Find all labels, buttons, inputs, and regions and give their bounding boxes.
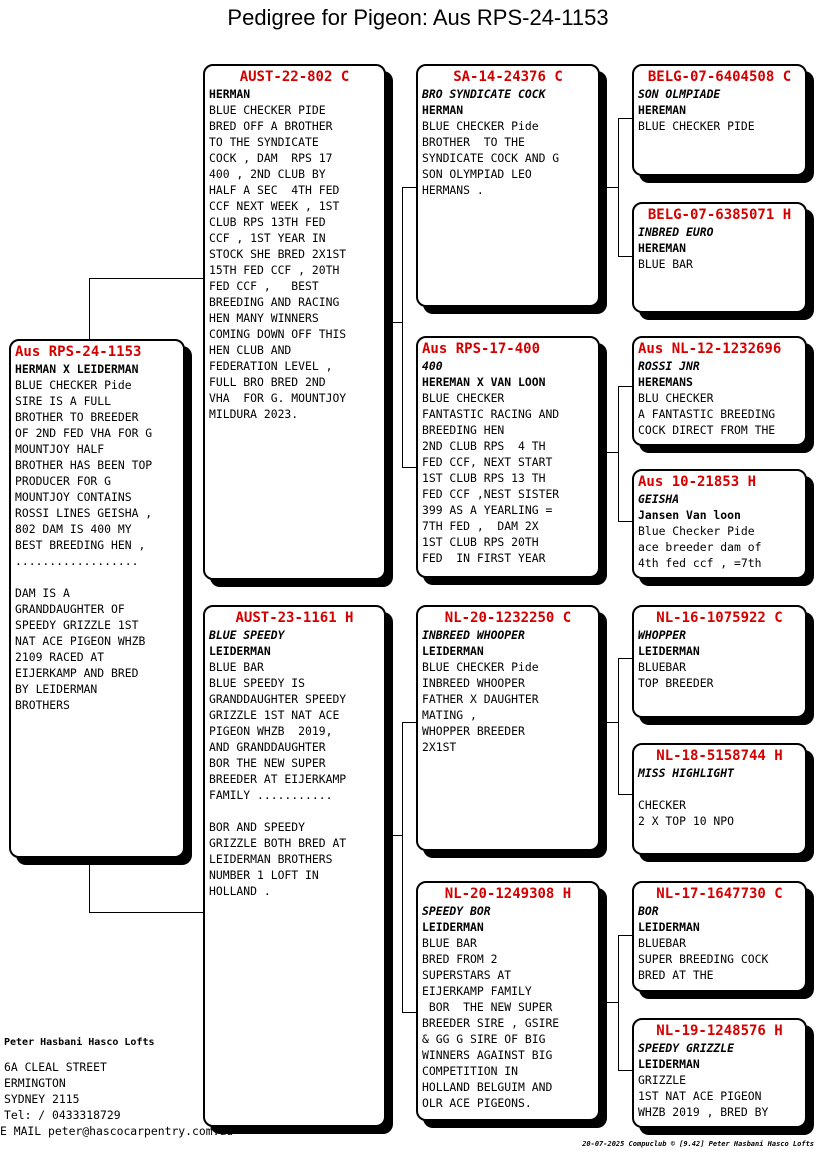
connector-line xyxy=(89,858,90,912)
connector-line xyxy=(618,386,619,521)
pigeon-strain: LEIDERMAN xyxy=(209,644,271,658)
footer-info: 20-07-2025 Compuclub © [9.42] Peter Hasbani Hasco Lofts xyxy=(582,1140,814,1148)
ring-number: AUST-22-802 C xyxy=(239,69,350,85)
pigeon-description: BLUE CHECKER Pide INBREED WHOOPER FATHER X DAUGHTER MATING , WHOPPER BREEDER 2X1ST xyxy=(422,660,539,754)
pigeon-name: ROSSI JNR xyxy=(638,359,700,373)
pigeon-strain: HEREMAN X VAN LOON xyxy=(422,375,546,389)
connector-line xyxy=(618,935,632,936)
pigeon-strain: HERMAN xyxy=(209,87,251,101)
ring-number: Aus RPS-24-1153 xyxy=(15,344,142,360)
pigeon-name: SON OLMPIADE xyxy=(638,87,721,101)
ring-number: NL-20-1249308 H xyxy=(444,886,572,902)
ring-number: NL-17-1647730 C xyxy=(656,886,783,902)
pigeon-name: INBREED WHOOPER xyxy=(422,628,525,642)
pigeon-description: BLUE CHECKER PIDE xyxy=(638,119,755,133)
connector-line xyxy=(402,187,403,467)
pigeon-card-dam-sire[interactable] xyxy=(416,605,600,851)
owner-address-line: ERMINGTON xyxy=(4,1076,66,1090)
pigeon-strain: HERMAN X LEIDERMAN xyxy=(15,362,139,376)
connector-line xyxy=(600,187,618,188)
pigeon-strain: LEIDERMAN xyxy=(638,920,700,934)
pigeon-card-dss[interactable] xyxy=(632,605,807,718)
pigeon-card-sire-sire[interactable] xyxy=(416,64,600,307)
connector-line xyxy=(402,722,416,723)
ring-number: NL-16-1075922 C xyxy=(656,610,783,626)
pigeon-card-dsd[interactable] xyxy=(632,743,807,855)
pigeon-name: BLUE SPEEDY xyxy=(209,628,285,642)
connector-line xyxy=(600,1002,618,1003)
pigeon-card-sire[interactable] xyxy=(203,64,386,580)
owner-phone: Tel: / 0433318729 xyxy=(4,1108,121,1122)
connector-line xyxy=(618,386,632,387)
pigeon-card-subject[interactable] xyxy=(9,339,185,858)
connector-line xyxy=(618,118,619,256)
pigeon-name: 400 xyxy=(422,359,443,373)
pigeon-strain: LEIDERMAN xyxy=(422,644,484,658)
ring-number: AUST-23-1161 H xyxy=(235,610,354,626)
pigeon-strain: LEIDERMAN xyxy=(638,1057,700,1071)
pigeon-strain: LEIDERMAN xyxy=(422,920,484,934)
owner-email: E MAIL peter@hascocarpentry.com.au xyxy=(0,1124,234,1138)
pigeon-card-sdd[interactable] xyxy=(632,469,807,579)
pigeon-strain: HEREMANS xyxy=(638,375,693,389)
pigeon-card-sds[interactable] xyxy=(632,336,807,446)
connector-line xyxy=(618,521,632,522)
pigeon-card-ddd[interactable] xyxy=(632,1018,807,1128)
pigeon-strain: HEREMAN xyxy=(638,241,687,255)
pigeon-strain: HERMAN xyxy=(422,103,464,117)
pigeon-name: BOR xyxy=(638,904,659,918)
pigeon-strain: HEREMAN xyxy=(638,103,687,117)
ring-number: NL-20-1232250 C xyxy=(444,610,572,626)
pigeon-description: BLUE CHECKER Pide BROTHER TO THE SYNDICATE COCK AND G SON OLYMPIAD LEO HERMANS . xyxy=(422,119,560,197)
connector-line xyxy=(89,278,90,339)
pigeon-card-dds[interactable] xyxy=(632,881,807,992)
pigeon-description: BLUE BAR xyxy=(638,257,693,271)
connector-line xyxy=(89,912,203,913)
pigeon-strain xyxy=(638,781,801,797)
ring-number: SA-14-24376 C xyxy=(453,69,563,85)
pigeon-strain: Jansen Van loon xyxy=(638,508,741,522)
ring-number: Aus RPS-17-400 xyxy=(422,341,541,357)
connector-line xyxy=(618,118,632,119)
ring-number: BELG-07-6385071 H xyxy=(647,207,792,223)
connector-line xyxy=(618,1070,632,1071)
connector-line xyxy=(600,722,618,723)
pigeon-description: BLUEBAR SUPER BREEDING COCK BRED AT THE xyxy=(638,936,769,982)
connector-line xyxy=(600,452,618,453)
pigeon-description: GRIZZLE 1ST NAT ACE PIGEON WHZB 2019 , BRED BY xyxy=(638,1073,769,1119)
ring-number: Aus 10-21853 H xyxy=(638,474,757,490)
pigeon-strain: LEIDERMAN xyxy=(638,644,700,658)
connector-line xyxy=(386,835,402,836)
pigeon-name: SPEEDY GRIZZLE xyxy=(638,1041,735,1055)
pigeon-name: INBRED EURO xyxy=(638,225,714,239)
pigeon-name: BRO SYNDICATE COCK xyxy=(422,87,546,101)
ring-number: NL-19-1248576 H xyxy=(656,1023,783,1039)
connector-line xyxy=(618,794,632,795)
pigeon-card-dam-dam[interactable] xyxy=(416,881,600,1121)
pigeon-card-ssd[interactable] xyxy=(632,202,807,313)
connector-line xyxy=(402,722,403,1012)
pigeon-name: GEISHA xyxy=(638,492,680,506)
pigeon-name: MISS HIGHLIGHT xyxy=(638,766,735,780)
pigeon-name: SPEEDY BOR xyxy=(422,904,491,918)
pigeon-name: WHOPPER xyxy=(638,628,687,642)
pigeon-card-sire-dam[interactable] xyxy=(416,336,600,578)
ring-number: NL-18-5158744 H xyxy=(656,748,783,764)
page-title: Pedigree for Pigeon: Aus RPS-24-1153 xyxy=(227,5,609,30)
owner-address-line: SYDNEY 2115 xyxy=(4,1092,80,1106)
connector-line xyxy=(402,1012,416,1013)
pigeon-description: BLUE CHECKER FANTASTIC RACING AND BREEDING HEN 2ND CLUB RPS 4 TH FED CCF, NEXT START 1ST CLUB RPS 13 TH FED CCF ,NEST SISTER 399 AS A YEARLING = 7TH FED , DAM 2X 1ST CLUB RPS 20TH FED IN FIRST YEAR xyxy=(422,391,560,565)
pigeon-description: BLUE CHECKER PIDE BRED OFF A BROTHER TO THE SYNDICATE COCK , DAM RPS 17 400 , 2ND CLUB BY HALF A SEC 4TH FED CCF NEXT WEEK , 1ST CLUB RPS 13TH FED CCF , 1ST YEAR IN STOCK SHE BRED 2X1ST 15TH FED CCF , 20TH FED CCF , BEST BREEDING AND RACING HEN MANY WINNERS COMING DOWN OFF THIS HEN CLUB AND FEDERATION LEVEL , FULL BRO BRED 2ND VHA FOR G. MOUNTJOY MILDURA 2023. xyxy=(209,103,347,421)
pigeon-description: Blue Checker Pide ace breeder dam of 4th fed ccf , =7th xyxy=(638,524,762,570)
owner-info xyxy=(0,1035,234,1139)
connector-line xyxy=(618,658,619,794)
ring-number: BELG-07-6404508 C xyxy=(647,69,792,85)
connector-line xyxy=(402,467,416,468)
connector-line xyxy=(386,322,402,323)
owner-name: Peter Hasbani Hasco Lofts xyxy=(4,1037,155,1048)
connector-line xyxy=(618,256,632,257)
pigeon-description: BLU CHECKER A FANTASTIC BREEDING COCK DIRECT FROM THE xyxy=(638,391,776,437)
connector-line xyxy=(89,278,203,279)
pigeon-card-sss[interactable] xyxy=(632,64,807,176)
pigeon-description: CHECKER 2 X TOP 10 NPO xyxy=(638,798,735,828)
owner-address-line: 6A CLEAL STREET xyxy=(4,1060,107,1074)
connector-line xyxy=(402,187,416,188)
ring-number: Aus NL-12-1232696 xyxy=(638,341,782,357)
pigeon-description: BLUE BAR BLUE SPEEDY IS GRANDDAUGHTER SPEEDY GRIZZLE 1ST NAT ACE PIGEON WHZB 2019, AND GRANDDAUGHTER BOR THE NEW SUPER BREEDER AT EIJERKAMP FAMILY ........... BOR AND SPEEDY GRIZZLE BOTH BRED AT LEIDERMAN BROTHERS NUMBER 1 LOFT IN HOLLAND . xyxy=(209,660,347,898)
connector-line xyxy=(618,658,632,659)
connector-line xyxy=(618,935,619,1070)
pigeon-description: BLUE BAR BRED FROM 2 SUPERSTARS AT EIJERKAMP FAMILY BOR THE NEW SUPER BREEDER SIRE , GSIRE & GG G SIRE OF BIG WINNERS AGAINST BIG COMPETITION IN HOLLAND BELGUIM AND OLR ACE PIGEONS. xyxy=(422,936,560,1110)
pigeon-description: BLUE CHECKER Pide SIRE IS A FULL BROTHER TO BREEDER OF 2ND FED VHA FOR G MOUNTJOY HALF BROTHER HAS BEEN TOP PRODUCER FOR G MOUNTJOY CONTAINS ROSSI LINES GEISHA , 802 DAM IS 400 MY BEST BREEDING HEN , .................. DAM IS A GRANDDAUGHTER OF SPEEDY GRIZZLE 1ST NAT ACE PIGEON WHZB 2109 RACED AT EIJERKAMP AND BRED BY LEIDERMAN BROTHERS xyxy=(15,378,153,712)
pigeon-description: BLUEBAR TOP BREEDER xyxy=(638,660,714,690)
